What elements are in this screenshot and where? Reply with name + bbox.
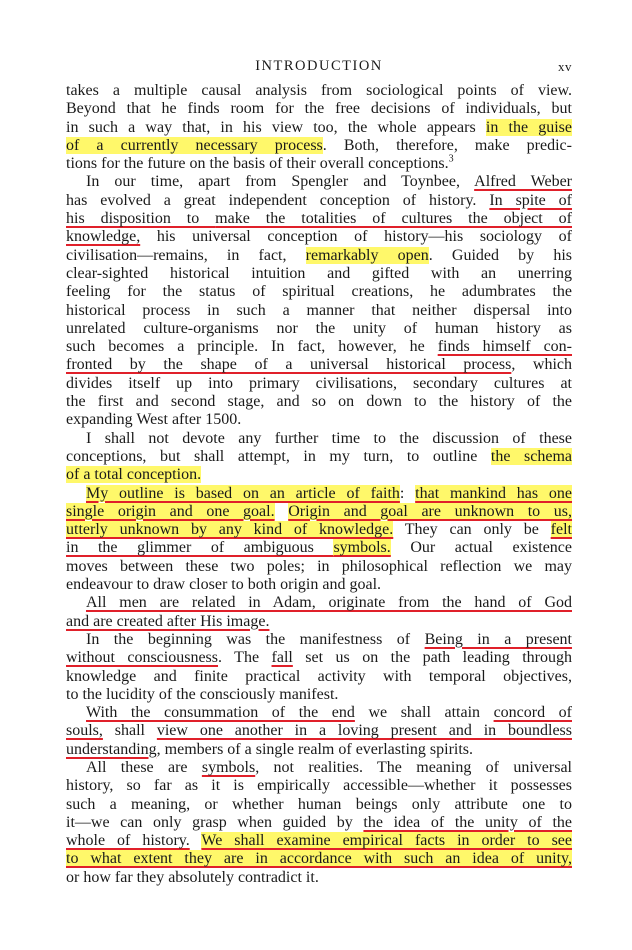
text-line — [66, 302, 572, 320]
text-segment: . Guided by his — [428, 246, 572, 264]
underlined-text: make the totalities of cultures the object of — [215, 210, 572, 228]
underlined-text: knowledge, — [66, 228, 141, 246]
text-segment: conceptions, but shall attempt, in my turn, to outline — [66, 447, 491, 465]
highlighted-underlined-text: to what extent they are in accordance with such an idea of unity, — [66, 850, 572, 868]
text-line — [66, 155, 572, 173]
underlined-text: his disposition to — [66, 210, 216, 228]
text-segment: expanding West after 1500. — [66, 411, 242, 429]
text-segment: They can only be — [393, 521, 551, 539]
text-segment: such becomes a principle. In fact, however, he — [66, 338, 438, 356]
text-segment: set us on the path leading through — [292, 649, 572, 667]
underlined-text: souls, — [66, 722, 103, 740]
text-line — [66, 503, 572, 521]
text-segment: moves between these two poles; in philosophical reflection we may — [66, 557, 572, 575]
text-line — [66, 356, 572, 374]
underlined-text: the idea of the unity of the — [363, 813, 572, 831]
underlined-text: fronted by the shape of a universal historical process — [66, 356, 512, 374]
highlighted-text: in the guise — [485, 118, 573, 136]
text-segment: , members of a single realm of everlasting spirits. — [156, 740, 474, 758]
text-segment: the first and second stage, and so on down to the history of the — [66, 393, 572, 411]
underlined-text: With the consummation of the end — [86, 704, 355, 722]
text-segment — [190, 832, 202, 849]
text-line — [66, 741, 572, 759]
text-line — [66, 668, 572, 686]
text-segment: , not realities. The meaning of universal — [255, 758, 572, 776]
text-line — [66, 82, 572, 100]
text-line — [66, 558, 572, 576]
text-segment: In the beginning was the manifestness of — [86, 630, 425, 648]
text-segment — [275, 503, 289, 520]
text-segment: Beyond that he finds room for the free decisions of individuals, but — [66, 100, 572, 118]
text-segment: historical process in such a manner that neither dispersal into — [66, 301, 572, 319]
text-line — [66, 594, 572, 612]
highlighted-underlined-text: single origin and one goal. — [66, 502, 275, 520]
text-line — [66, 576, 572, 594]
underlined-text: without consciousness — [66, 649, 219, 667]
body-text — [66, 82, 572, 887]
text-line — [66, 869, 572, 887]
text-segment: such a meaning, or whether human beings only attribute one to — [66, 795, 572, 813]
text-line — [66, 704, 572, 722]
text-segment: in such a way that, in his view too, the whole appears — [66, 118, 486, 136]
underlined-text: in the glimmer of ambiguous — [66, 539, 334, 557]
text-line — [66, 430, 572, 448]
highlighted-underlined-text: symbols. — [333, 539, 391, 557]
text-segment: shall — [102, 722, 157, 740]
highlighted-underlined-text: felt — [550, 521, 572, 539]
text-segment: his universal conception of history—his sociology of — [140, 228, 572, 246]
page-number: xv — [558, 59, 572, 74]
text-line — [66, 375, 572, 393]
highlighted-underlined-text: My outline is based on an article of faith — [86, 484, 400, 502]
text-line — [66, 228, 572, 246]
text-segment: Our actual existence — [390, 539, 572, 557]
text-line — [66, 320, 572, 338]
underlined-text: Being in a present — [424, 630, 573, 648]
text-segment: . Both, therefore, make predic- — [322, 136, 572, 154]
text-line — [66, 759, 572, 777]
text-segment: endeavour to draw closer to both origin and goal. — [66, 576, 382, 594]
underlined-text: symbols — [201, 758, 256, 776]
text-segment: divides itself up into primary civilisations, secondary cultures at — [66, 374, 572, 392]
highlighted-underlined-text: We shall examine empirical facts in order to see — [201, 832, 573, 850]
text-segment: feeling for the status of spiritual creations, he adumbrates the — [66, 283, 572, 301]
text-line — [66, 722, 572, 740]
text-line — [66, 119, 572, 137]
underlined-text: view one another in a loving present and in boundless — [156, 722, 572, 740]
text-line — [66, 338, 572, 356]
underlined-text: finds himself con- — [437, 338, 572, 356]
text-line — [66, 832, 572, 850]
text-segment: tions for the future on the basis of their overall conceptions. — [66, 155, 449, 173]
text-segment: civilisation—remains, in fact, — [66, 246, 306, 264]
text-segment: , which — [511, 356, 572, 374]
text-line — [66, 613, 572, 631]
underlined-text: whole of history. — [66, 832, 190, 850]
text-segment: clear-sighted historical intuition and gifted with an unerring — [66, 264, 572, 282]
text-line — [66, 100, 572, 118]
highlighted-underlined-text: that mankind has one — [415, 484, 572, 502]
text-segment: we shall attain — [354, 704, 494, 722]
underlined-text: Alfred Weber — [474, 173, 572, 191]
text-line — [66, 631, 572, 649]
text-line — [66, 485, 572, 503]
text-segment: In our time, apart from Spengler and Toynbee, — [86, 173, 475, 191]
text-segment: takes a multiple causal analysis from sociological points of view. — [66, 82, 572, 99]
text-segment: unrelated culture-organisms nor the unity of human history as — [66, 319, 572, 337]
text-line — [66, 649, 572, 667]
highlighted-text: of a total conception. — [66, 466, 202, 484]
text-line — [66, 777, 572, 795]
text-line — [66, 283, 572, 301]
underlined-text: and are created after His image. — [66, 612, 270, 630]
text-line — [66, 686, 572, 704]
underlined-text: All men are related in Adam, originate from the hand of God — [86, 594, 572, 612]
text-segment: has evolved a great independent conception of history. — [66, 191, 490, 209]
text-segment: to the lucidity of the consciously manifest. — [66, 685, 339, 703]
footnote-ref: 3 — [448, 153, 454, 165]
text-segment: it—we can only grasp when guided by — [66, 813, 364, 831]
text-line — [66, 265, 572, 283]
running-head: INTRODUCTION — [255, 58, 383, 74]
text-segment: knowledge and finite practical activity with temporal objectives, — [66, 667, 572, 685]
highlighted-text: remarkably open — [305, 246, 429, 264]
text-segment: . The — [218, 649, 272, 667]
text-line — [66, 448, 572, 466]
text-line — [66, 521, 572, 539]
highlighted-text: of a currently necessary process — [66, 136, 323, 154]
text-line — [66, 466, 572, 484]
underlined-text: In spite of — [489, 191, 573, 209]
text-line — [66, 393, 572, 411]
text-line — [66, 814, 572, 832]
text-line — [66, 210, 572, 228]
text-line — [66, 247, 572, 265]
underlined-text: understanding — [66, 740, 157, 758]
text-segment: or how far they absolutely contradict it. — [66, 868, 319, 886]
text-segment: All these are — [86, 758, 202, 776]
underlined-text: fall — [271, 649, 293, 667]
text-line — [66, 137, 572, 155]
text-line — [66, 192, 572, 210]
text-line — [66, 850, 572, 868]
page-header — [66, 58, 572, 78]
text-segment: history, so far as it is empirically accessible—whether it possesses — [66, 777, 572, 795]
text-segment: : — [399, 484, 416, 502]
highlighted-underlined-text: utterly unknown by any kind of knowledge. — [66, 521, 394, 539]
highlighted-text: the schema — [490, 447, 572, 465]
text-line — [66, 173, 572, 191]
text-line — [66, 539, 572, 557]
text-line — [66, 411, 572, 429]
text-segment: I shall not devote any further time to the discussion of these — [86, 429, 572, 447]
underlined-text: concord of — [493, 704, 572, 722]
highlighted-underlined-text: Origin and goal are unknown to us, — [288, 502, 573, 520]
text-line — [66, 796, 572, 814]
